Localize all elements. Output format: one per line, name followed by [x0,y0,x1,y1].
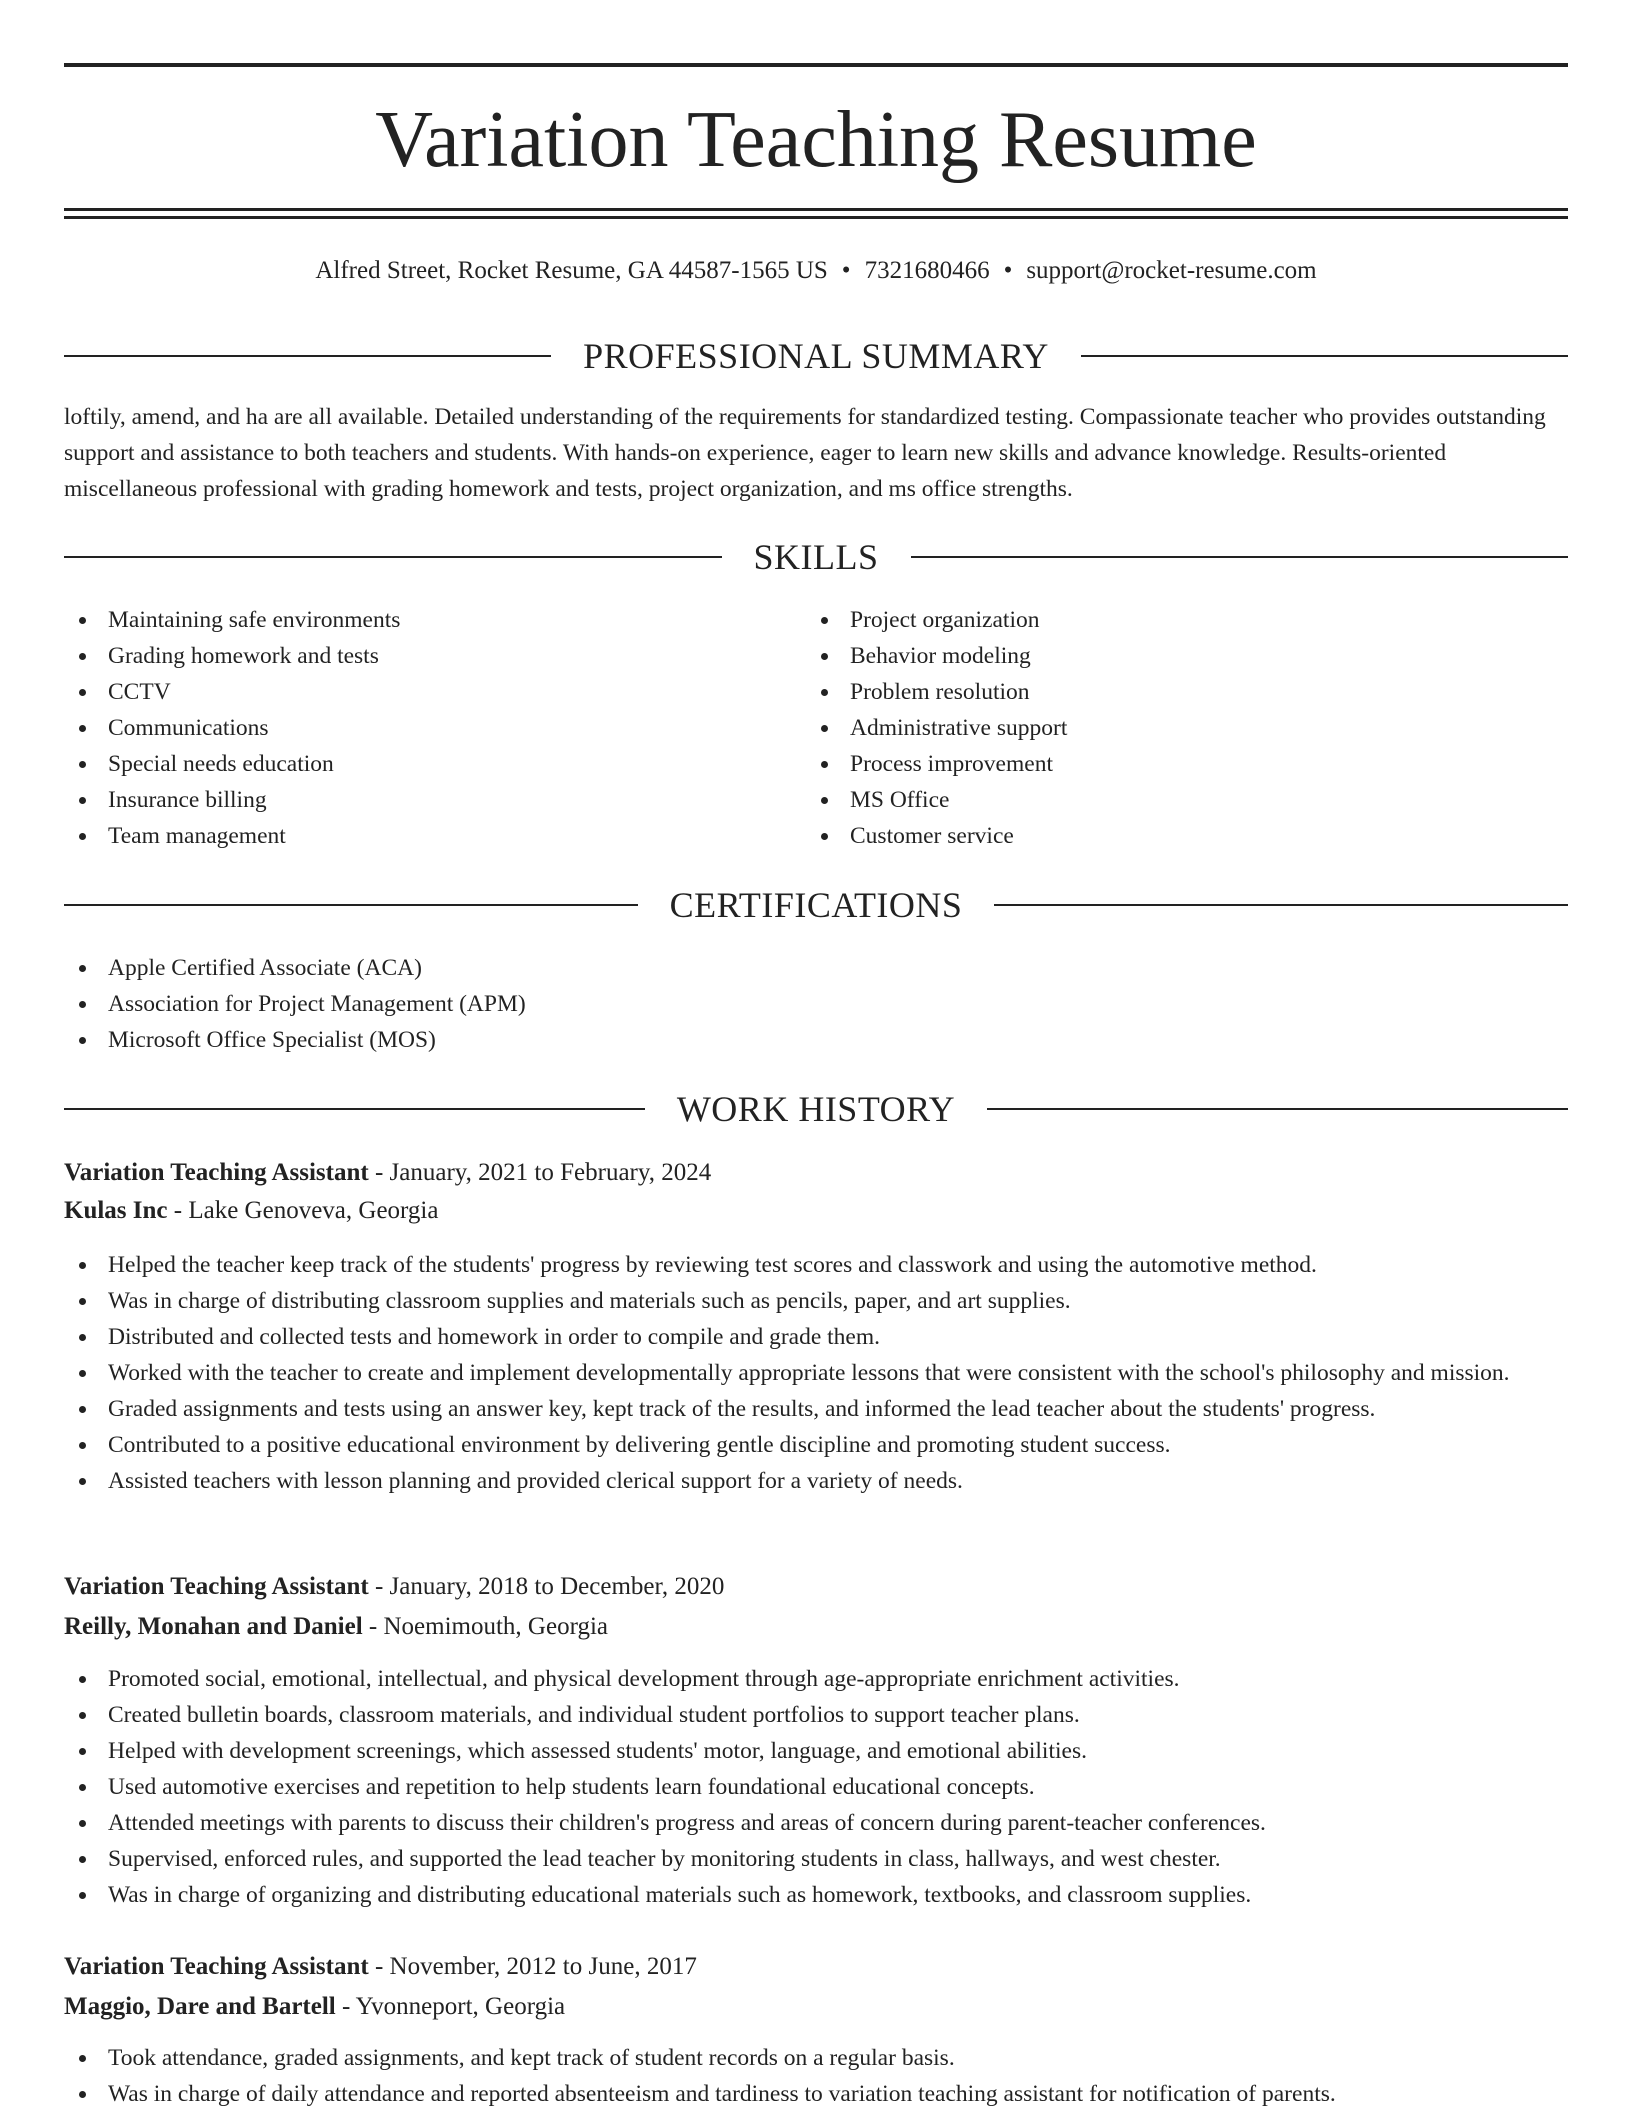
certifications-heading-row [64,885,1568,925]
job-bullets [64,1661,1568,1913]
job-dates: - November, 2012 to June, 2017 [368,1953,697,1980]
contact-phone: 7321680466 [864,257,990,284]
heading-rule-right [994,904,1568,906]
certification-item: Apple Certified Associate (ACA) [64,950,1568,986]
work-heading-row [64,1089,1568,1129]
job-title: Variation Teaching Assistant [64,1573,369,1600]
job-company-line [64,1193,1568,1229]
job-company-line [64,1609,1568,1645]
skills-list-right [806,602,1568,854]
summary-text: loftily, amend, and ha are all available. Detailed understanding of the requirements for standardized testing. Compassionate teacher who provides outstanding support and assistance to both teachers and students. With hands-on experience, eager to learn new skills and advance knowledge. Results-oriented miscellaneous professional with grading homework and tests, project organization, and ms office strengths. [64,404,1546,502]
job-bullet: Attended meetings with parents to discuss their children's progress and areas of concern during parent-teacher conferences. [64,1805,1568,1841]
skill-item: Insurance billing [64,782,806,818]
contact-separator: • [841,257,851,284]
job-bullet: Graded assignments and tests using an answer key, kept track of the results, and informed the lead teacher about the students' progress. [64,1391,1568,1427]
job-title: Variation Teaching Assistant [64,1159,369,1186]
job-company-line [64,1989,1568,2025]
skill-item: Customer service [806,818,1568,854]
job-bullet: Was in charge of distributing classroom supplies and materials such as pencils, paper, and art supplies. [64,1283,1568,1319]
resume-title: Variation Teaching Resume [375,96,1257,184]
job-bullet: Supervised, enforced rules, and supported the lead teacher by monitoring students in class, hallways, and west chester. [64,1841,1568,1877]
job-bullet: Assisted teachers with lesson planning and provided clerical support for a variety of needs. [64,1463,1568,1499]
heading-rule-right [1081,355,1568,357]
skill-item: Special needs education [64,746,806,782]
skill-item: Administrative support [806,710,1568,746]
contact-line [64,255,1568,287]
contact-email: support@rocket-resume.com [1026,257,1317,284]
skills-list-left [64,602,806,854]
contact-separator: • [1003,257,1013,284]
job-bullet: Took attendance, graded assignments, and kept track of student records on a regular basis. [64,2040,1568,2076]
job-bullet: Distributed and collected tests and homework in order to compile and grade them. [64,1319,1568,1355]
certification-item: Microsoft Office Specialist (MOS) [64,1022,1568,1058]
certification-item: Association for Project Management (APM) [64,986,1568,1022]
job-bullet: Created bulletin boards, classroom materials, and individual student portfolios to support teacher plans. [64,1697,1568,1733]
heading-rule-left [64,355,551,357]
heading-rule-left [64,556,722,558]
title-rule-upper [64,208,1568,211]
job-bullet: Contributed to a positive educational environment by delivering gentle discipline and promoting student success. [64,1427,1568,1463]
certifications-heading: CERTIFICATIONS [669,885,963,925]
skill-item: Maintaining safe environments [64,602,806,638]
work-heading: WORK HISTORY [676,1089,956,1129]
heading-rule-left [64,904,638,906]
job-bullet: Was in charge of daily attendance and reported absenteeism and tardiness to variation teaching assistant for notification of parents. [64,2076,1568,2112]
job-location: - Yvonneport, Georgia [335,1993,566,2020]
job-dates: - January, 2018 to December, 2020 [368,1573,725,1600]
job-bullets [64,1247,1568,1499]
job-company: Reilly, Monahan and Daniel [64,1613,363,1640]
certifications-list [64,950,1568,1058]
job-location: - Lake Genoveva, Georgia [167,1197,439,1224]
job-bullet: Worked with the teacher to create and implement developmentally appropriate lessons that were consistent with the school's philosophy and mission. [64,1355,1568,1391]
job-title-line [64,1155,1568,1191]
skill-item: Problem resolution [806,674,1568,710]
skill-item: Grading homework and tests [64,638,806,674]
job-title-line [64,1949,1568,1985]
job-bullet: Helped with development screenings, which assessed students' motor, language, and emotional abilities. [64,1733,1568,1769]
top-rule [64,63,1568,67]
contact-address: Alfred Street, Rocket Resume, GA 44587-1565 US [315,257,828,284]
skills-heading-row [64,537,1568,577]
job-bullet: Promoted social, emotional, intellectual, and physical development through age-appropriate enrichment activities. [64,1661,1568,1697]
job-bullet: Used automotive exercises and repetition to help students learn foundational educational concepts. [64,1769,1568,1805]
job-dates: - January, 2021 to February, 2024 [368,1159,712,1186]
job-company: Maggio, Dare and Bartell [64,1993,336,2020]
skill-item: Project organization [806,602,1568,638]
skill-item: Behavior modeling [806,638,1568,674]
skills-heading: SKILLS [753,537,879,577]
job-title: Variation Teaching Assistant [64,1953,369,1980]
heading-rule-left [64,1108,645,1110]
job-location: - Noemimouth, Georgia [362,1613,608,1640]
job-bullet: Helped the teacher keep track of the students' progress by reviewing test scores and classwork and using the automotive method. [64,1247,1568,1283]
skill-item: Team management [64,818,806,854]
skill-item: MS Office [806,782,1568,818]
summary-heading-row [64,336,1568,376]
job-title-line [64,1569,1568,1605]
job-bullet: Was in charge of organizing and distributing educational materials such as homework, textbooks, and classroom supplies. [64,1877,1568,1913]
skill-item: CCTV [64,674,806,710]
summary-heading: PROFESSIONAL SUMMARY [583,336,1049,376]
heading-rule-right [987,1108,1568,1110]
skill-item: Process improvement [806,746,1568,782]
skill-item: Communications [64,710,806,746]
heading-rule-right [911,556,1569,558]
job-bullets [64,2040,1568,2112]
title-rule-lower [64,216,1568,219]
job-company: Kulas Inc [64,1197,168,1224]
